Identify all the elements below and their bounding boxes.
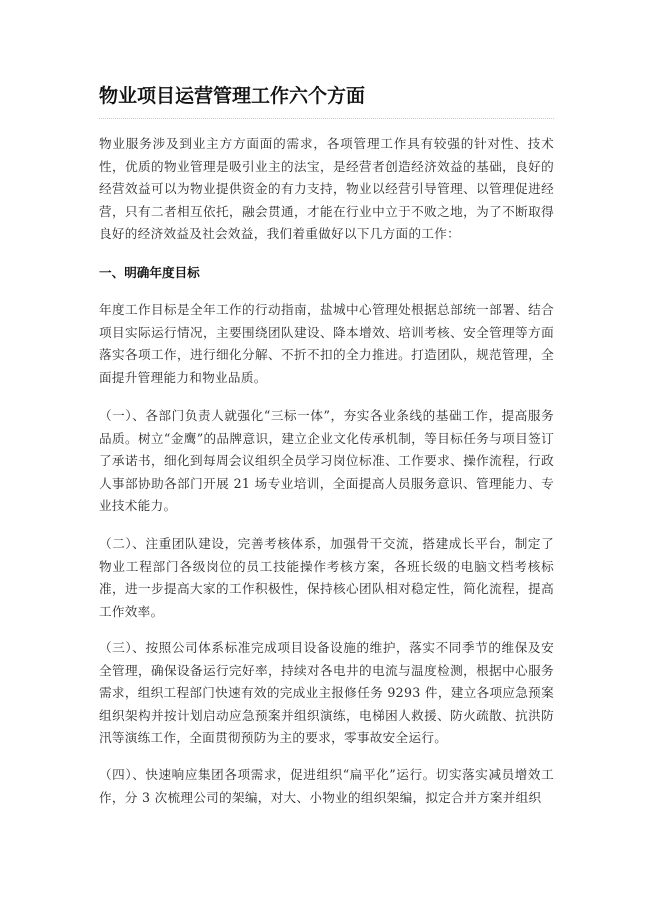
title-divider — [99, 118, 554, 119]
document-title: 物业项目运营管理工作六个方面 — [99, 85, 366, 107]
section-paragraph: 年度工作目标是全年工作的行动指南，盐城中心管理处根据总部统一部署、结合项目实际运行情况，主要围绕团队建设、降本增效、培训考核、安全管理等方面落实各项工作，进行细化分解、不折不扣的全力推进。打造团队，规范管理，全面提升管理能力和物业品质。 — [99, 302, 554, 385]
section-heading: 一、明确年度目标 — [99, 265, 200, 280]
sub-item-paragraph: （二）、注重团队建设，完善考核体系，加强骨干交流，搭建成长平台，制定了物业工程部门各级岗位的员工技能操作考核方案，各班长级的电脑文档考核标准，进一步提高大家的工作积极性，保持核心团队相对稳定性，简化流程，提高工作效率。 — [99, 536, 554, 619]
sub-item-paragraph: （三）、按照公司体系标准完成项目设备设施的维护，落实不同季节的维保及安全管理，确保设备运行完好率，持续对各电井的电流与温度检测，根据中心服务需求，组织工程部门快速有效的完成业主报修任务 9293 件，建立各项应急预案组织架构并按计划启动应急预案并组织演练，电梯困人救援、防火疏散、抗洪防汛等演练工作，全面贯彻预防为主的要求，零事故安全运行。 — [99, 640, 554, 745]
sub-item-paragraph: （四）、快速响应集团各项需求，促进组织“扁平化”运行。切实落实减员增效工作，分 3 次梳理公司的架编，对大、小物业的组织架编，拟定合并方案并组织 — [99, 767, 554, 805]
sub-item-paragraph: （一）、各部门负责人就强化“三标一体”，夯实各业条线的基础工作，提高服务品质。树立“金鹰”的品牌意识，建立企业文化传承机制，等目标任务与项目签订了承诺书，细化到每周会议组织全员学习岗位标准、工作要求、操作流程，行政人事部协助各部门开展 21 场专业培训，全面提高人员服务意识、管理能力、专业技术能力。 — [99, 408, 554, 513]
intro-paragraph: 物业服务涉及到业主方方面面的需求，各项管理工作具有较强的针对性、技术性，优质的物业管理是吸引业主的法宝，是经营者创造经济效益的基础，良好的经营效益可以为物业提供资金的有力支持，物业以经营引导管理、以管理促进经营，只有二者相互依托，融会贯通，才能在行业中立于不败之地，为了不断取得良好的经济效益及社会效益，我们着重做好以下几方面的工作： — [99, 136, 554, 241]
